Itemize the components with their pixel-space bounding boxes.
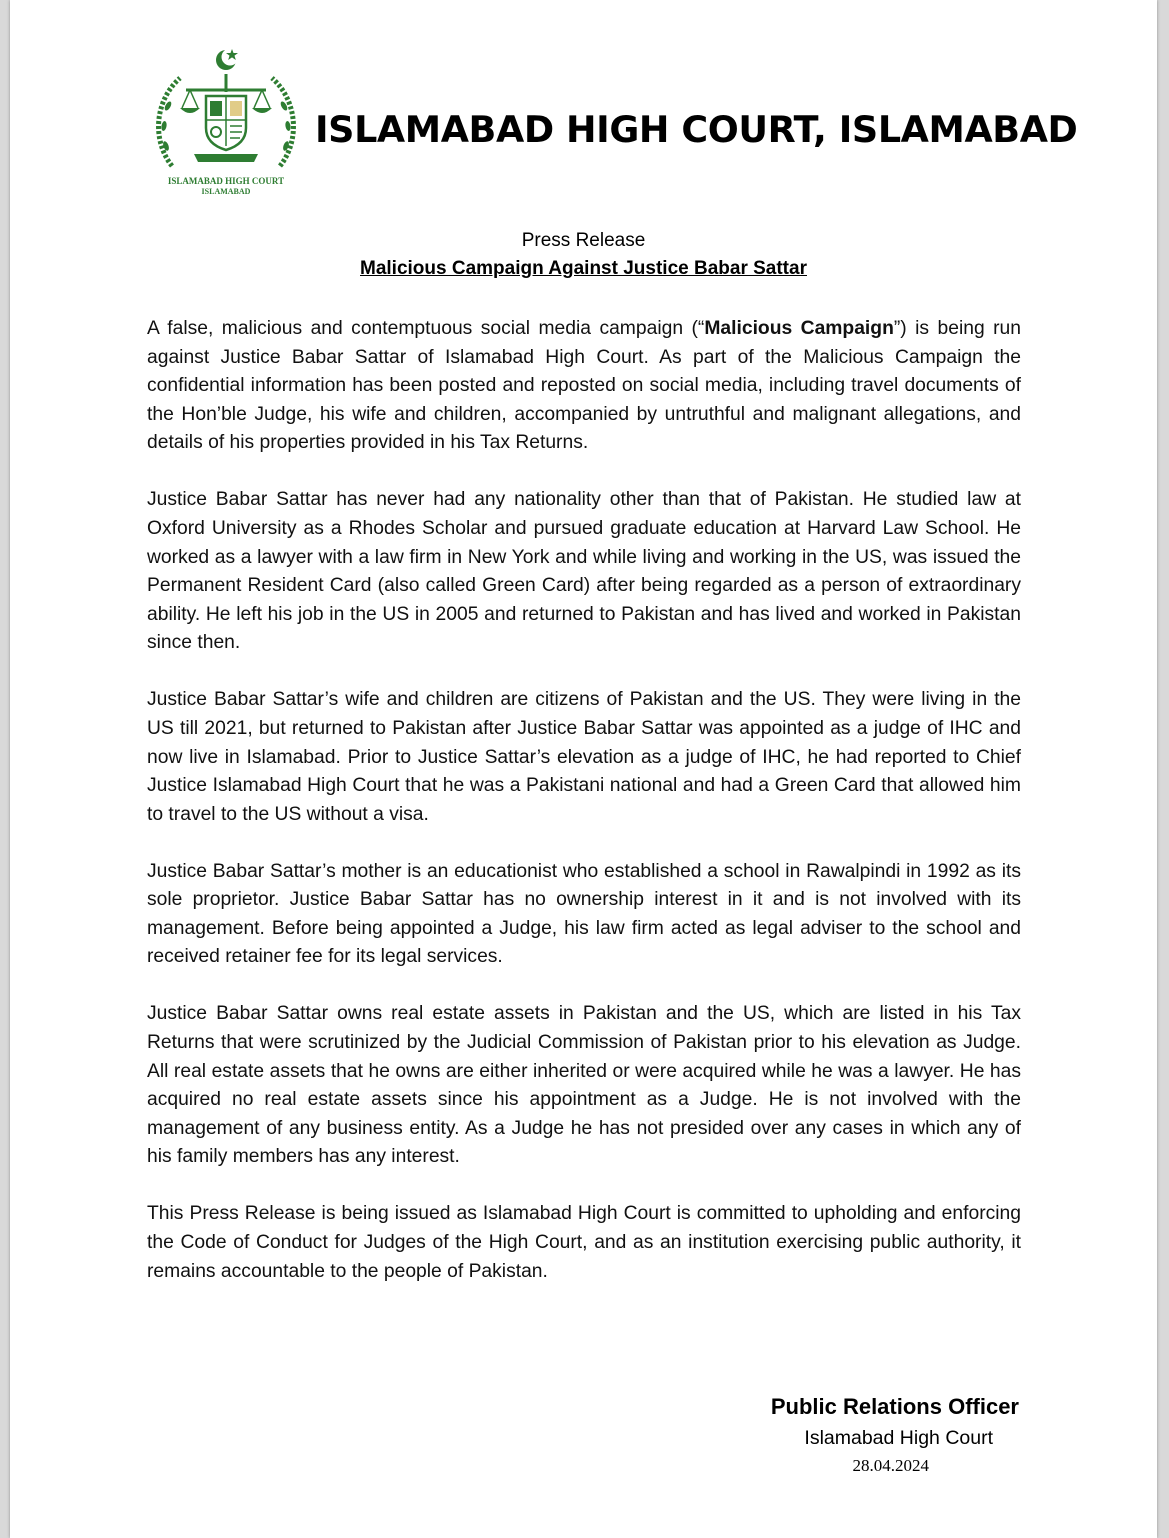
paragraph-2: Justice Babar Sattar has never had any nationality other than that of Pakistan. He studied law at Oxford University as a Rhodes Scholar and pursued graduate education at Harvard Law School. He worked as a lawyer with a law firm in New York and while living and working in the US, was issued the Permanent Resident Card (also called Green Card) after being regarded as a person of extraordinary ability. He left his job in the US in 2005 and returned to Pakistan and has lived and worked in Pakistan since then. [147, 489, 1021, 654]
court-seal-icon [150, 46, 302, 198]
paragraph-1-rest: ”) is being run against Justice Babar Sattar of Islamabad High Court. As part of the Malicious Campaign the confidential information has been posted and reposted on social media, including travel documents of the Hon’ble Judge, his wife and children, accompanied by untruthful and malignant allegations, and details of his properties provided in his Tax Returns. [147, 318, 1021, 454]
press-release-label: Press Release [521, 230, 646, 251]
signatory-title: Public Relations Officer [770, 1394, 1019, 1419]
paragraph-6: This Press Release is being issued as Islamabad High Court is committed to upholding and enforcing the Code of Conduct for Judges of the High Court, and as an institution exercising public authority, it remains accountable to the people of Pakistan. [147, 1203, 1021, 1282]
paragraph-3: Justice Babar Sattar’s wife and children are citizens of Pakistan and the US. They were living in the US till 2021, but returned to Pakistan after Justice Babar Sattar was appointed as a judge of IHC and now live in Islamabad. Prior to Justice Sattar’s elevation as a judge of IHC, he had reported to Chief Justice Islamabad High Court that he was a Pakistani national and had a Green Card that allowed him to travel to the US without a visa. [147, 689, 1021, 825]
logo-caption-line2: ISLAMABAD [201, 187, 251, 196]
court-emblem-logo [150, 46, 302, 198]
court-title: ISLAMABAD HIGH COURT, ISLAMABAD [315, 108, 1078, 151]
press-release-body [147, 315, 1021, 1315]
document-page [10, 0, 1157, 1538]
paragraph-5: Justice Babar Sattar owns real estate assets in Pakistan and the US, which are listed in his Tax Returns that were scrutinized by the Judicial Commission of Pakistan prior to his elevation as Judge. All real estate assets that he owns are either inherited or were acquired while he was a lawyer. He has acquired no real estate assets since his appointment as a Judge. He is not involved with the management of any business entity. As a Judge he has not presided over any cases in which any of his family members has any interest. [147, 1003, 1021, 1168]
release-date: 28.04.2024 [852, 1456, 929, 1475]
signatory-organization: Islamabad High Court [804, 1427, 993, 1449]
paragraph-1 [147, 315, 1021, 458]
logo-caption-line1: ISLAMABAD HIGH COURT [167, 176, 285, 186]
paragraph-1-intro: A false, malicious and contemptuous social media campaign (“ [147, 318, 705, 339]
paragraph-4: Justice Babar Sattar’s mother is an educationist who established a school in Rawalpindi in 1992 as its sole proprietor. Justice Babar Sattar has no ownership interest in it and is not involved with its management. Before being appointed a Judge, his law firm acted as legal adviser to the school and received retainer fee for its legal services. [147, 860, 1021, 968]
press-release-subject: Malicious Campaign Against Justice Babar Sattar [360, 258, 807, 279]
defined-term: Malicious Campaign [704, 318, 894, 339]
